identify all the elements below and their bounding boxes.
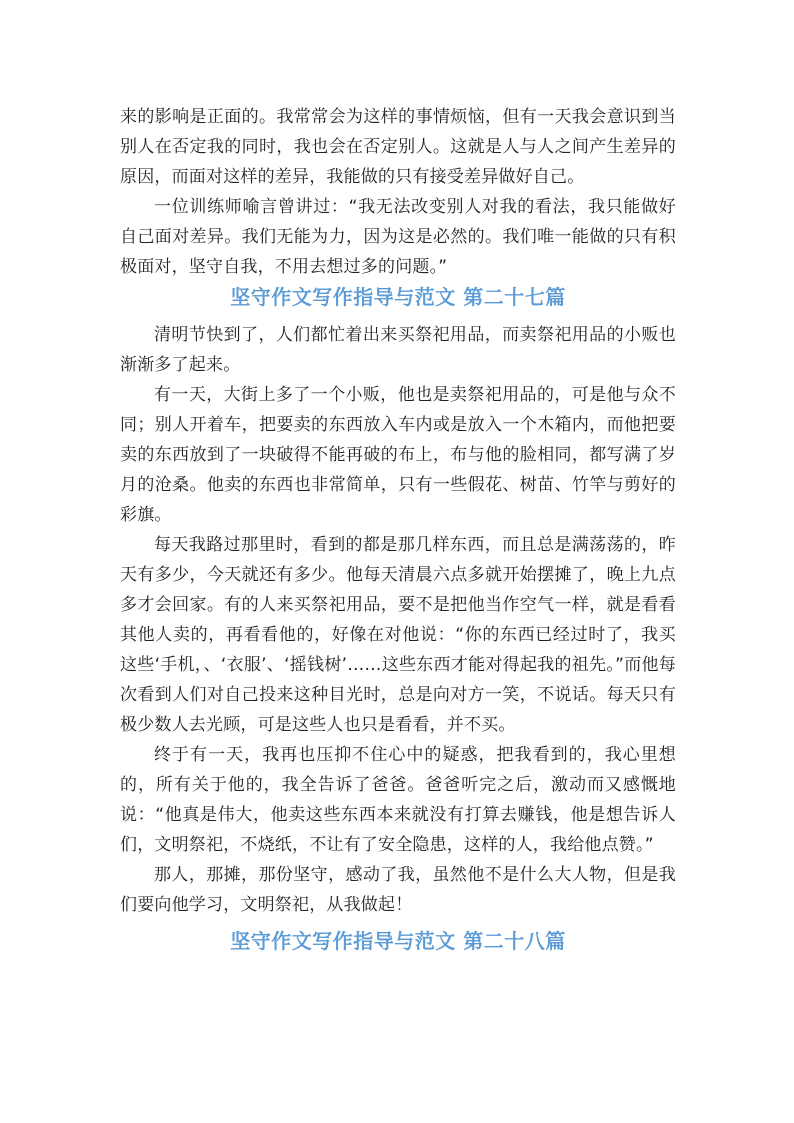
paragraph-27-2: 有一天，大街上多了一个小贩，他也是卖祭祀用品的，可是他与众不同；别人开着车，把要卖的东西放入车内或是放入一个木箱内，而他把要卖的东西放到了一块破得不能再破的布上，布与他的脸相同，都写满了岁月的沧桑。他卖的东西也非常简单，只有一些假花、树苗、竹竿与剪好的彩旗。: [120, 385, 676, 525]
paragraph-27-4: 终于有一天，我再也压抑不住心中的疑惑，把我看到的，我心里想的，所有关于他的，我全告诉了爸爸。爸爸听完之后，激动而又感慨地说：“他真是伟大，他卖这些东西本来就没有打算去赚钱，他是想告诉人们，文明祭祀，不烧纸，不让有了安全隐患，这样的人，我给他点赞。”: [120, 745, 676, 855]
paragraph-trainer-quote: 一位训练师喻言曾讲过：“我无法改变别人对我的看法，我只能做好自己面对差异。我们无能为力，因为这是必然的。我们唯一能做的只有积极面对，坚守自我，不用去想过多的问题。”: [120, 197, 676, 277]
section-heading-28: 坚守作文写作指导与范文 第二十八篇: [230, 929, 566, 953]
document-body: [120, 102, 676, 956]
paragraph-27-5: 那人，那摊，那份坚守，感动了我，虽然他不是什么大人物，但是我们要向他学习，文明祭祀，从我做起！: [120, 865, 676, 915]
section-heading-27: 坚守作文写作指导与范文 第二十七篇: [230, 285, 566, 309]
paragraph-27-1: 清明节快到了，人们都忙着出来买祭祀用品，而卖祭祀用品的小贩也渐渐多了起来。: [120, 325, 676, 375]
paragraph-27-3: 每天我路过那里时，看到的都是那几样东西，而且总是满荡荡的，昨天有多少，今天就还有多少。他每天清晨六点多就开始摆摊了，晚上九点多才会回家。有的人来买祭祀用品，要不是把他当作空气一样，就是看看其他人卖的，再看看他的，好像在对他说：“你的东西已经过时了，我买这些‘手机，、‘衣服’、‘摇钱树’……这些东西才能对得起我的祖先。”而他每次看到人们对自己投来这种目光时，总是向对方一笑，不说话。每天只有极少数人去光顾，可是这些人也只是看看，并不买。: [120, 535, 676, 735]
paragraph-continued: 来的影响是正面的。我常常会为这样的事情烦恼，但有一天我会意识到当别人在否定我的同时，我也会在否定别人。这就是人与人之间产生差异的原因，而面对这样的差异，我能做的只有接受差异做好自己。: [120, 107, 676, 187]
